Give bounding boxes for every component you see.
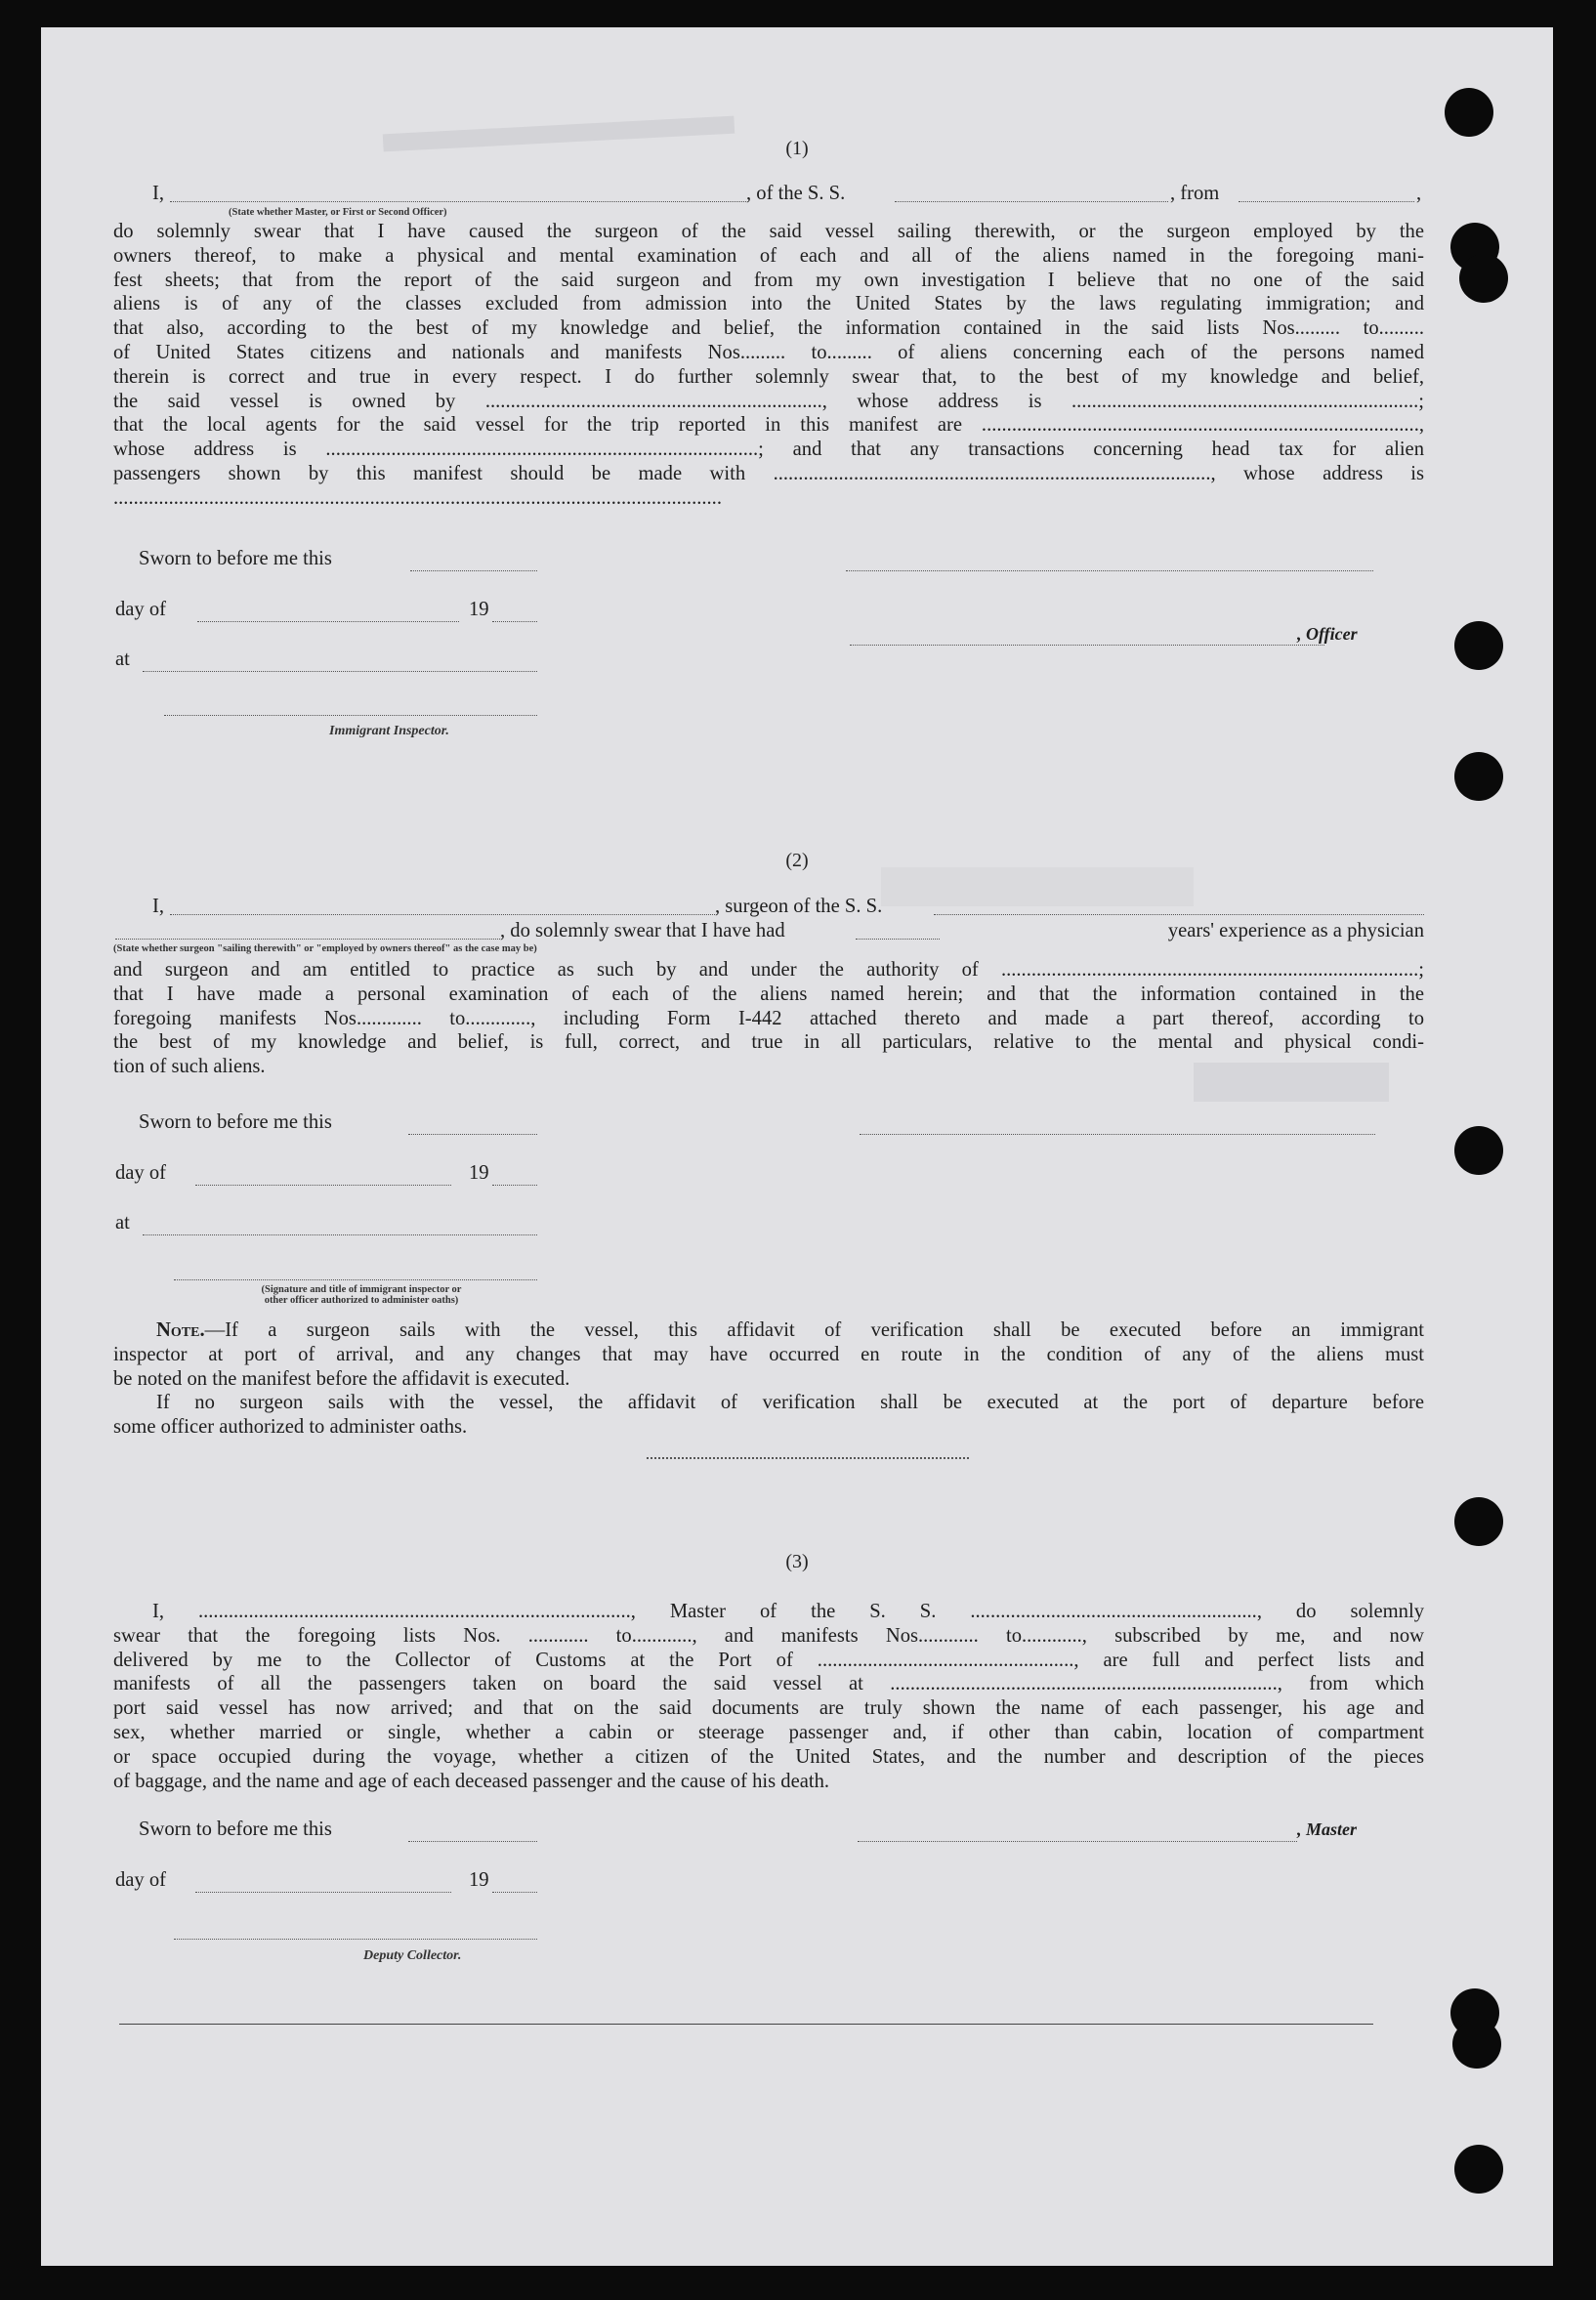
note-block bbox=[113, 1318, 1424, 1440]
vessel-field bbox=[895, 201, 1168, 202]
years-field bbox=[856, 939, 940, 940]
day-of-label: day of bbox=[115, 599, 167, 620]
paragraph-line: do solemnly swear that I have caused the surgeon of the said vessel sailing therewith, or the surgeon employed by the bbox=[113, 221, 1424, 242]
punch-hole bbox=[1454, 621, 1503, 670]
section-2 bbox=[113, 895, 1424, 1079]
month-field bbox=[195, 1892, 451, 1893]
paragraph-line: that also, according to the best of my knowledge and belief, the information contained in the said lists Nos......... to......... bbox=[113, 317, 1424, 340]
punch-hole bbox=[1454, 2145, 1503, 2194]
year-label: 19 bbox=[469, 1869, 489, 1891]
paragraph-line: owners thereof, to make a physical and mental examination of each and all of the aliens named in the foregoing mani- bbox=[113, 244, 1424, 267]
paragraph-line: manifests of all the passengers taken on board the said vessel at ............................................................................., from which bbox=[113, 1673, 1424, 1695]
sworn-date-field bbox=[408, 1841, 537, 1842]
signature-line bbox=[860, 1134, 1375, 1135]
month-field bbox=[195, 1185, 451, 1186]
month-field bbox=[197, 621, 459, 622]
rank-caption: (State whether Master, or First or Second Officer) bbox=[229, 207, 447, 218]
paragraph-line: that I have made a personal examination of each of the aliens named herein; and that the information contained in the bbox=[113, 983, 1424, 1005]
year-field bbox=[492, 1892, 537, 1893]
rank-field bbox=[170, 201, 746, 202]
at-field bbox=[143, 1234, 537, 1235]
paragraph-line: swear that the foregoing lists Nos. ............ to............, and manifests Nos............ to............, subscribed by me, and now bbox=[113, 1624, 1424, 1647]
sworn-label: Sworn to before me this bbox=[139, 1819, 332, 1840]
swear-label: , do solemnly swear that I have had bbox=[500, 920, 785, 941]
note-text: —If a surgeon sails with the vessel, this affidavit of verification shall be executed before an immigrant bbox=[204, 1319, 1424, 1341]
document-page bbox=[41, 27, 1553, 2266]
year-label: 19 bbox=[469, 1162, 489, 1184]
paragraph-line: fest sheets; that from the report of the said surgeon and from my own investigation I believe that no one of the said bbox=[113, 269, 1424, 291]
surgeon-status-caption: (State whether surgeon "sailing therewith" or "employed by owners thereof" as the case may be) bbox=[113, 943, 537, 954]
day-of-label: day of bbox=[115, 1869, 167, 1891]
paragraph-line: tion of such aliens. bbox=[113, 1056, 266, 1078]
note-line: some officer authorized to administer oaths. bbox=[113, 1416, 468, 1439]
section-1-first-line bbox=[113, 182, 1424, 207]
bottom-rule bbox=[119, 2024, 1373, 2025]
paragraph-line: aliens is of any of the classes excluded from admission into the United States by the laws regulating immigration; and bbox=[113, 293, 1424, 315]
surgeon-of-label: , surgeon of the S. S. bbox=[715, 896, 883, 917]
section-1-paragraph bbox=[113, 220, 1424, 511]
note-line: be noted on the manifest before the affidavit is executed. bbox=[113, 1367, 570, 1390]
section-2-paragraph bbox=[113, 958, 1424, 1079]
punch-hole bbox=[1459, 254, 1508, 303]
punch-hole bbox=[1454, 1497, 1503, 1546]
officer-signature-line bbox=[850, 645, 1324, 646]
inspector-signature-line bbox=[174, 1279, 537, 1280]
section-3-number: (3) bbox=[785, 1551, 809, 1572]
sworn-label: Sworn to before me this bbox=[139, 548, 332, 569]
from-label: , from bbox=[1170, 183, 1220, 204]
i-label: I, bbox=[152, 183, 165, 204]
signature-line bbox=[846, 570, 1373, 571]
punch-hole bbox=[1454, 1126, 1503, 1175]
paragraph-line: foregoing manifests Nos............. to............., including Form I-442 attached thereto and made a part thereof, according to bbox=[113, 1007, 1424, 1029]
paragraph-line: therein is correct and true in every respect. I do further solemnly swear that, to the best of my knowledge and belief, bbox=[113, 365, 1424, 388]
paragraph-line: the best of my knowledge and belief, is full, correct, and true in all particulars, relative to the mental and physical condi- bbox=[113, 1031, 1424, 1054]
section-2-number: (2) bbox=[785, 850, 809, 871]
paragraph-line: passengers shown by this manifest should be made with ......................................................................................., whose address is bbox=[113, 462, 1424, 484]
punch-hole bbox=[1454, 752, 1503, 801]
note-line: If no surgeon sails with the vessel, the affidavit of verification shall be executed at the port of departure before bbox=[156, 1392, 1424, 1414]
sworn-date-field bbox=[408, 1134, 537, 1135]
section-1 bbox=[113, 182, 1424, 511]
section-1-number: (1) bbox=[785, 138, 809, 159]
signature-caption-line: (Signature and title of immigrant inspector or bbox=[261, 1284, 462, 1295]
master-signature-line bbox=[858, 1841, 1297, 1842]
paragraph-line: and surgeon and am entitled to practice as such by and under the authority of ...................................................................................; bbox=[113, 959, 1424, 981]
years-label: years' experience as a physician bbox=[1167, 920, 1424, 941]
separator-dots bbox=[647, 1457, 969, 1459]
paragraph-line: of United States citizens and nationals and manifests Nos......... to......... of aliens concerning each of the persons named bbox=[113, 341, 1424, 363]
vessel-field bbox=[934, 914, 1424, 915]
section-2-line-1 bbox=[113, 895, 1424, 919]
at-field bbox=[143, 671, 537, 672]
comma: , bbox=[1416, 183, 1422, 204]
i-label: I, bbox=[152, 896, 165, 917]
paragraph-line: port said vessel has now arrived; and that on the said documents are truly shown the name of each passenger, his age and bbox=[113, 1697, 1424, 1720]
paragraph-line: I, ......................................................................................, Master of the S. S. ........................................................., do solemnly bbox=[152, 1601, 1424, 1622]
year-label: 19 bbox=[469, 599, 489, 620]
deputy-caption: Deputy Collector. bbox=[363, 1948, 462, 1963]
paragraph-line: of baggage, and the name and age of each deceased passenger and the cause of his death. bbox=[113, 1770, 830, 1792]
paragraph-line: whose address is ......................................................................................; and that any transactions concerning head tax for alien bbox=[113, 439, 1424, 461]
paragraph-line: that the local agents for the said vessel for the trip reported in this manifest are ......................................................................................., bbox=[113, 414, 1424, 437]
surgeon-name-field bbox=[170, 914, 715, 915]
section-2-line-2 bbox=[113, 919, 1424, 943]
punch-hole bbox=[1452, 2020, 1501, 2069]
paragraph-line: the said vessel is owned by ..................................................................., whose address is .....................................................................; bbox=[113, 390, 1424, 412]
officer-label: , Officer bbox=[1297, 624, 1358, 644]
year-field bbox=[492, 621, 537, 622]
note-line bbox=[113, 1318, 1424, 1343]
from-field bbox=[1239, 201, 1414, 202]
master-label: , Master bbox=[1297, 1819, 1358, 1839]
note-line: inspector at port of arrival, and any changes that may have occurred en route in the condition of any of the aliens must bbox=[113, 1343, 1424, 1365]
year-field bbox=[492, 1185, 537, 1186]
signature-caption bbox=[186, 1284, 537, 1306]
sworn-label: Sworn to before me this bbox=[139, 1111, 332, 1133]
inspector-caption: Immigrant Inspector. bbox=[329, 724, 449, 738]
at-label: at bbox=[115, 648, 130, 670]
paragraph-line: ......................................................................................................................... bbox=[113, 486, 722, 509]
inspector-signature-line bbox=[164, 715, 537, 716]
punch-hole bbox=[1445, 88, 1493, 137]
section-3 bbox=[113, 1600, 1424, 1793]
signature-caption-line: other officer authorized to administer oaths) bbox=[264, 1295, 459, 1306]
surgeon-status-field bbox=[115, 939, 500, 940]
sworn-date-field bbox=[410, 570, 537, 571]
paragraph-line: or space occupied during the voyage, whether a citizen of the United States, and the number and description of the pieces bbox=[113, 1745, 1424, 1768]
vessel-label: , of the S. S. bbox=[746, 183, 846, 204]
note-label: Note. bbox=[156, 1319, 205, 1341]
at-label: at bbox=[115, 1212, 130, 1234]
paragraph-line: sex, whether married or single, whether a cabin or steerage passenger and, if other than cabin, location of compartment bbox=[113, 1721, 1424, 1743]
paragraph-line: delivered by me to the Collector of Customs at the Port of ..................................................., are full and perfect lists and bbox=[113, 1649, 1424, 1671]
day-of-label: day of bbox=[115, 1162, 167, 1184]
collector-signature-line bbox=[174, 1939, 537, 1940]
